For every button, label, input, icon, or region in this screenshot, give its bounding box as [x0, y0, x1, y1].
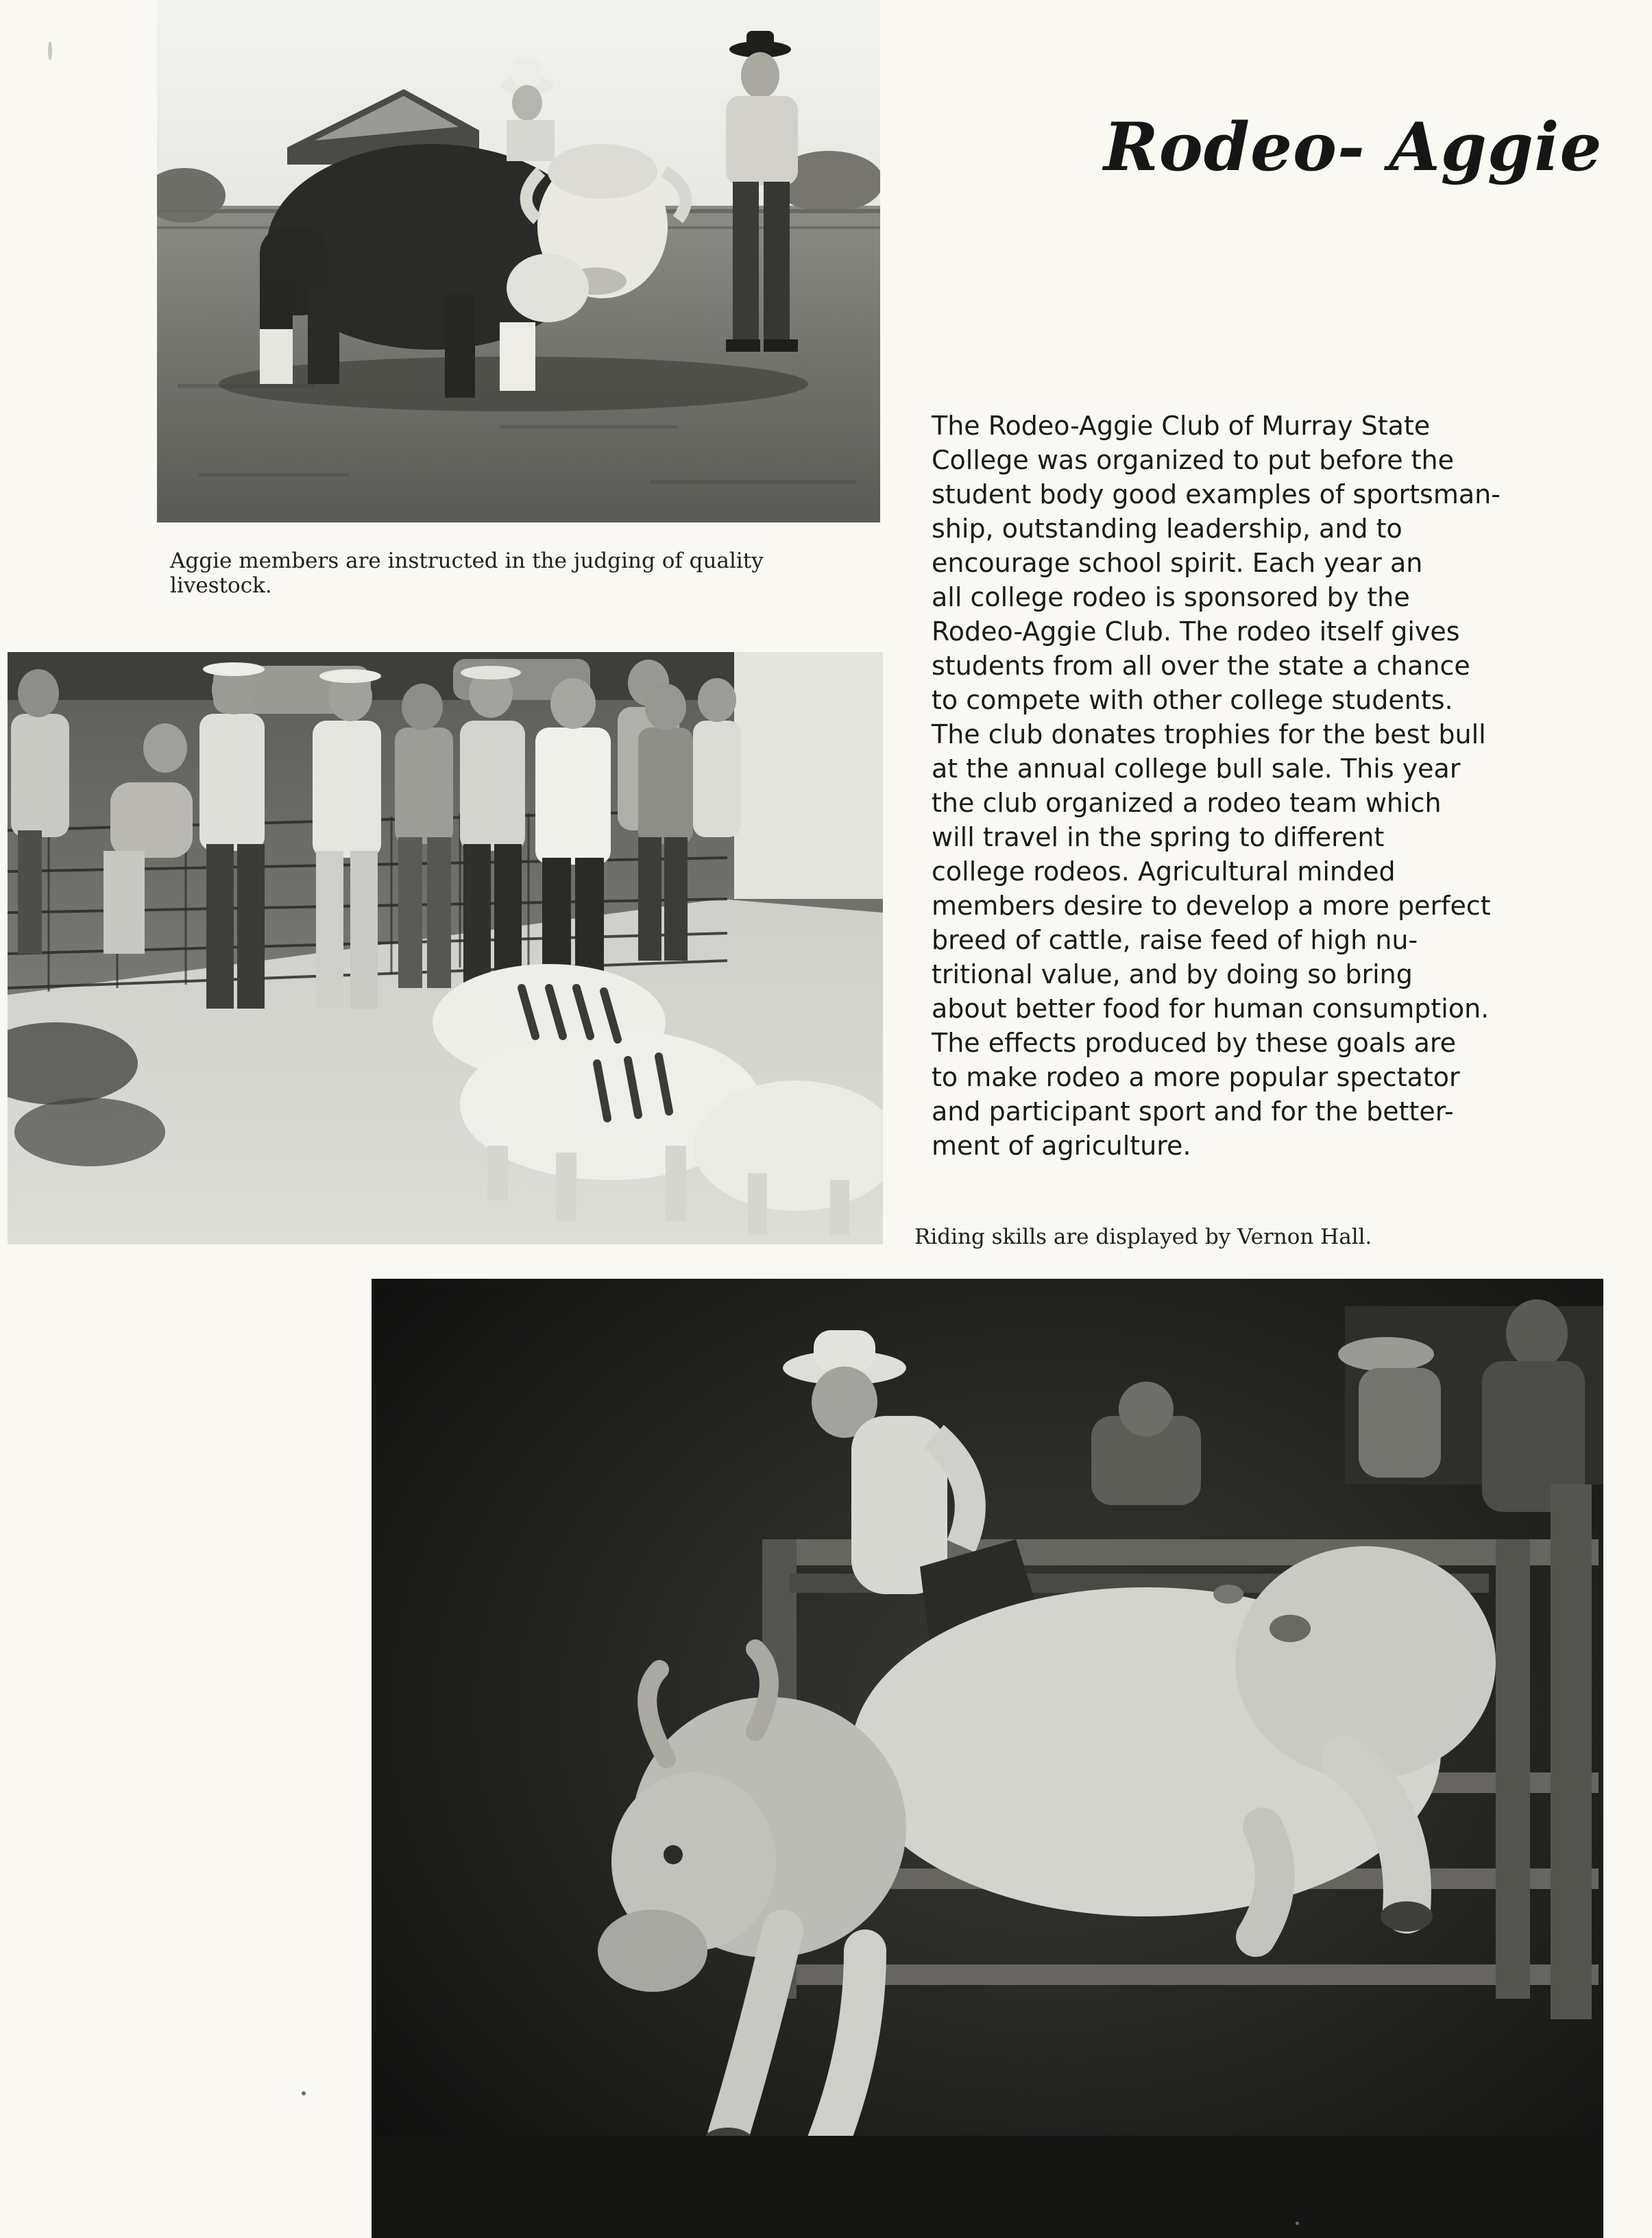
page-title: Rodeo- Aggie: [1104, 108, 1603, 186]
body-line: will travel in the spring to different: [932, 822, 1385, 852]
body-line: encourage school spirit. Each year an: [932, 548, 1423, 578]
body-line: to make rodeo a more popular spectator: [932, 1062, 1460, 1092]
body-line: tritional value, and by doing so bring: [932, 959, 1413, 989]
body-line: members desire to develop a more perfect: [932, 891, 1491, 921]
body-line: student body good examples of sportsman-: [932, 479, 1501, 509]
body-line: at the annual college bull sale. This year: [932, 754, 1461, 784]
scan-speck: [48, 41, 52, 60]
body-line: about better food for human consumption.: [932, 994, 1490, 1024]
photo-bull-judging: [157, 0, 880, 522]
scan-speck: [302, 2091, 306, 2095]
body-line: breed of cattle, raise feed of high nu-: [932, 925, 1418, 955]
body-line: The Rodeo-Aggie Club of Murray State: [932, 411, 1431, 441]
scan-speck: [1296, 2222, 1299, 2225]
body-line: ship, outstanding leadership, and to: [932, 514, 1402, 544]
body-line: ment of agriculture.: [932, 1131, 1191, 1161]
photo-bull-riding: [372, 1279, 1603, 2238]
body-line: all college rodeo is sponsored by the: [932, 582, 1410, 612]
body-line: students from all over the state a chance: [932, 651, 1470, 681]
body-line: College was organized to put before the: [932, 445, 1455, 475]
article-body: [932, 409, 1562, 1163]
caption-bull-photo: Aggie members are instructed in the judging of quality livestock.: [170, 549, 764, 598]
body-line: Rodeo-Aggie Club. The rodeo itself gives: [932, 616, 1460, 647]
photo-students-pigs: [8, 652, 883, 1244]
body-line: The effects produced by these goals are: [932, 1028, 1457, 1058]
body-line: to compete with other college students.: [932, 685, 1453, 715]
body-line: college rodeos. Agricultural minded: [932, 856, 1396, 887]
caption-rodeo-photo: Riding skills are displayed by Vernon Hall.: [914, 1225, 1372, 1249]
body-line: the club organized a rodeo team which: [932, 788, 1442, 818]
body-line: The club donates trophies for the best bull: [932, 719, 1486, 749]
body-line: and participant sport and for the better-: [932, 1096, 1454, 1127]
